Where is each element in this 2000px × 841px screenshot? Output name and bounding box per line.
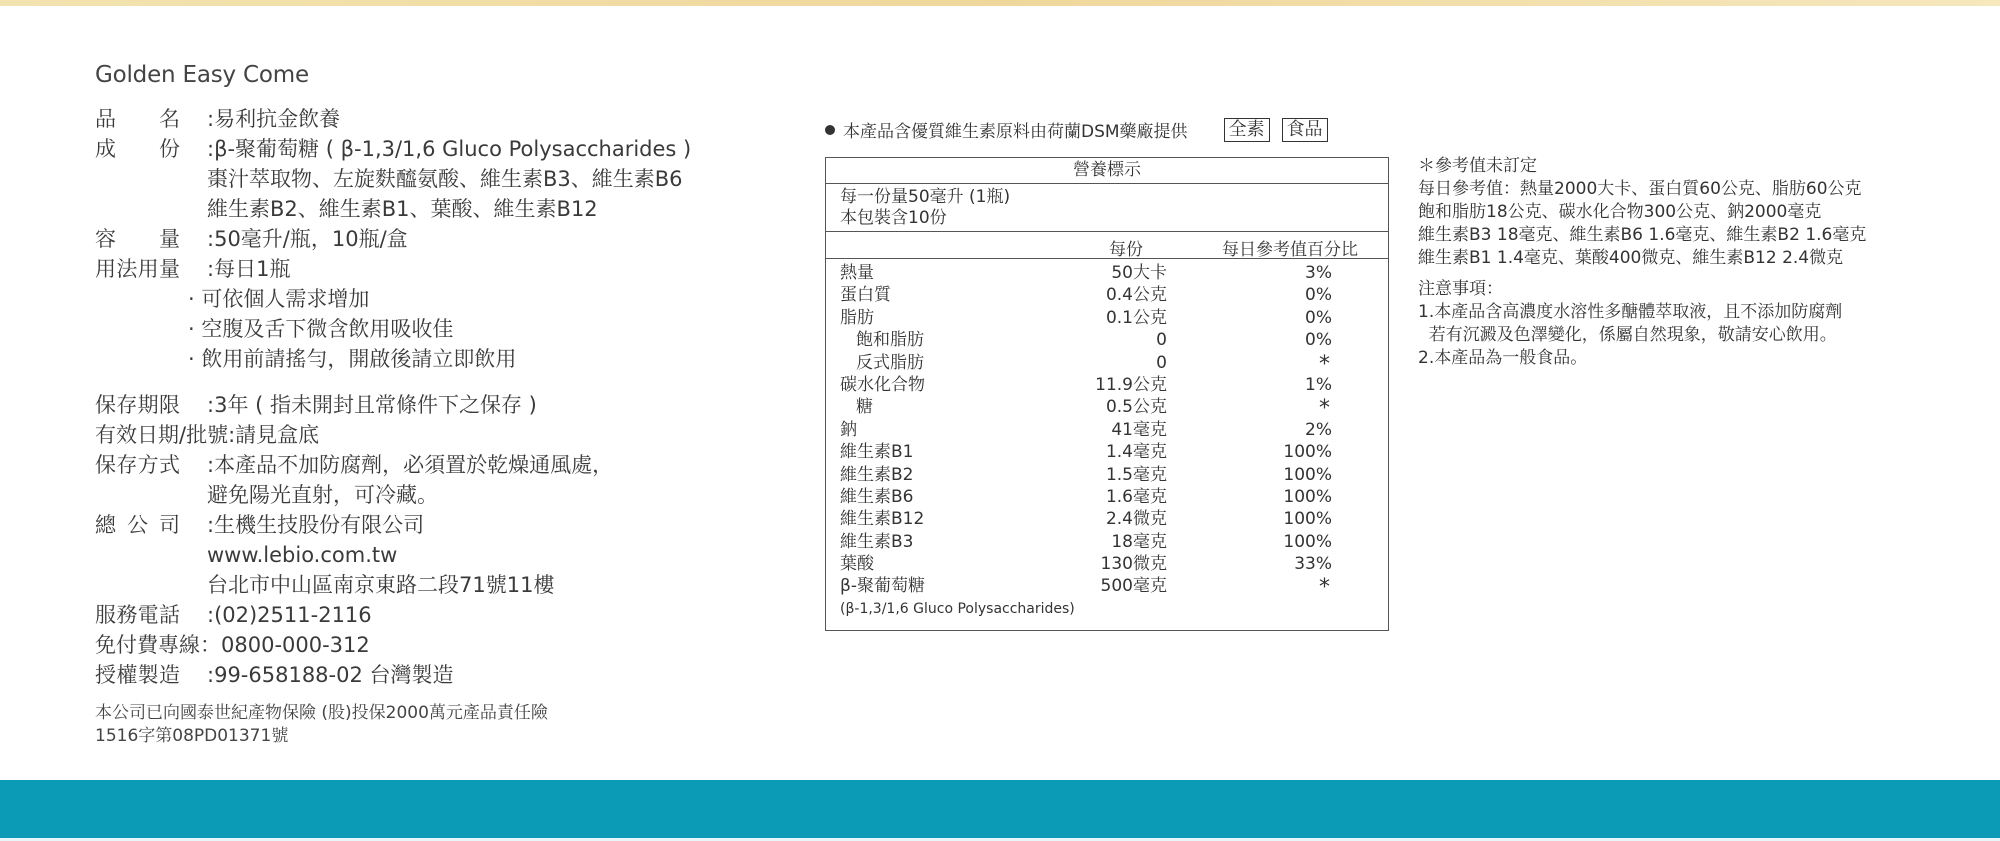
nutrient-amount: 500毫克: [1100, 576, 1167, 597]
insurance-line-1: 本公司已向國泰世紀產物保險 (股)投保2000萬元產品責任險: [95, 703, 548, 723]
label-tollfree: 免付費專線: [95, 633, 200, 657]
value-ingredients-3: 維生素B2、維生素B1、葉酸、維生素B12: [207, 197, 598, 221]
label-phone: 服務電話: [95, 603, 180, 627]
nutrient-amount: 1.6毫克: [1105, 486, 1167, 507]
row-license: 授權製造 : 99-658188-02 台灣製造: [95, 660, 795, 690]
nutrition-row: [826, 419, 1388, 441]
value-product-name: 易利抗金飲養: [214, 107, 341, 131]
row-expiry: 有效日期/批號 : 請見盒底: [95, 420, 795, 450]
nutrient-name: 維生素B6: [840, 486, 914, 507]
nutrition-row: [826, 396, 1388, 422]
value-ingredients-2: 棗汁萃取物、左旋麩醯氨酸、維生素B3、維生素B6: [207, 167, 683, 191]
daily-ref-4: 維生素B1 1.4毫克、葉酸400微克、維生素B12 2.4微克: [1418, 248, 1844, 268]
nutrient-name: 糖: [856, 397, 873, 418]
notice-2: 若有沉澱及色澤變化，係屬自然現象，敬請安心飲用。: [1418, 325, 1837, 345]
bottom-color-band: [0, 780, 2000, 841]
nutrition-row: [826, 441, 1388, 463]
nutrition-row: [826, 351, 1388, 377]
nutrient-daily-percent: 100%: [1283, 464, 1332, 485]
row-usage: 用法用量 : 每日1瓶: [95, 254, 795, 284]
notice-title: 注意事項：: [1418, 279, 1503, 299]
nutrient-daily-percent: 33%: [1294, 554, 1332, 575]
col-daily-percent: 每日參考值百分比: [1222, 240, 1358, 260]
nutrition-row: [826, 329, 1388, 351]
nutrient-daily-percent: *: [1319, 396, 1330, 422]
nutrient-amount: 11.9公克: [1095, 374, 1167, 395]
daily-ref-1: 每日參考值：熱量2000大卡、蛋白質60公克、脂肪60公克: [1418, 179, 1862, 199]
nutrient-name: 維生素B2: [840, 464, 914, 485]
nutrient-amount: 1.4毫克: [1105, 442, 1167, 463]
col-per-serving: 每份: [1109, 240, 1143, 260]
value-storage-1: 本產品不加防腐劑，必須置於乾燥通風處，: [214, 453, 614, 477]
label-product-name: 品名: [95, 107, 180, 131]
nutrient-name: 維生素B3: [840, 531, 914, 552]
nutrition-title: 營養標示: [826, 158, 1388, 184]
value-ingredients-1: β-聚葡萄糖 ( β-1,3/1,6 Gluco Polysaccharides ): [214, 137, 692, 161]
nutrient-amount: 0.4公克: [1105, 285, 1167, 306]
nutrient-daily-percent: 3%: [1305, 263, 1332, 283]
value-license: 99-658188-02 台灣製造: [214, 663, 454, 687]
product-info: [95, 62, 795, 748]
nutrient-amount: 18毫克: [1111, 531, 1167, 552]
top-gold-strip: [0, 0, 2000, 6]
nutrient-amount: 0: [1156, 352, 1167, 373]
star-note: ＊參考值未訂定: [1418, 156, 1537, 176]
label-expiry: 有效日期/批號: [95, 423, 229, 447]
row-storage: 保存方式 : 本產品不加防腐劑，必須置於乾燥通風處，: [95, 450, 795, 480]
row-shelf-life: 保存期限 : 3年 ( 指未開封且常條件下之保存 ): [95, 390, 795, 420]
nutrition-serving: [826, 184, 1388, 232]
nutrient-amount: 2.4微克: [1105, 509, 1167, 530]
company-website: www.lebio.com.tw: [207, 543, 398, 567]
nutrition-footnote: (β-1,3/1,6 Gluco Polysaccharides): [840, 600, 1075, 617]
nutrient-amount: 130微克: [1100, 554, 1167, 575]
nutrition-rows: [826, 259, 1388, 601]
label-license: 授權製造: [95, 663, 180, 687]
nutrient-amount: 0: [1156, 330, 1167, 351]
nutrient-amount: 50大卡: [1111, 263, 1167, 283]
value-tollfree: 0800-000-312: [221, 633, 370, 657]
insurance-line-2: 1516字第08PD01371號: [95, 726, 289, 746]
row-product-name: 品名 : 易利抗金飲養: [95, 104, 795, 134]
value-company-name: 生機生技股份有限公司: [214, 513, 425, 537]
nutrient-name: 熱量: [840, 263, 874, 283]
nutrient-daily-percent: 100%: [1283, 509, 1332, 530]
nutrient-daily-percent: 100%: [1283, 442, 1332, 463]
label-ingredients: 成份: [95, 137, 180, 161]
value-phone: (02)2511-2116: [214, 603, 372, 627]
usage-note-1: · 可依個人需求增加: [188, 287, 370, 311]
value-volume: 50毫升/瓶，10瓶/盒: [214, 227, 408, 251]
label-volume: 容量: [95, 227, 180, 251]
nutrition-header: [826, 232, 1388, 259]
nutrient-name: 飽和脂肪: [856, 330, 924, 351]
nutrient-name: β-聚葡萄糖: [840, 576, 925, 597]
servings-per-package: 本包裝含10份: [840, 208, 947, 228]
value-storage-2: 避免陽光直射，可冷藏。: [207, 483, 438, 507]
nutrition-row: [826, 553, 1388, 575]
daily-ref-3: 維生素B3 18毫克、維生素B6 1.6毫克、維生素B2 1.6毫克: [1418, 225, 1867, 245]
daily-ref-2: 飽和脂肪18公克、碳水化合物300公克、鈉2000毫克: [1418, 202, 1822, 222]
nutrient-name: 蛋白質: [840, 285, 891, 306]
nutrient-daily-percent: 0%: [1305, 307, 1332, 328]
nutrient-name: 葉酸: [840, 554, 874, 575]
nutrient-amount: 0.1公克: [1105, 307, 1167, 328]
nutrition-row: [826, 531, 1388, 553]
brand-name: Golden Easy Come: [95, 62, 309, 88]
nutrient-name: 維生素B1: [840, 442, 914, 463]
bullet-dot-icon: [825, 125, 835, 135]
nutrition-row: [826, 262, 1388, 284]
value-usage: 每日1瓶: [214, 257, 291, 281]
label-company: 總公司: [95, 513, 180, 537]
nutrition-row: [826, 307, 1388, 329]
nutrition-table: [825, 157, 1389, 631]
row-volume: 容量 : 50毫升/瓶，10瓶/盒: [95, 224, 795, 254]
label-storage: 保存方式: [95, 453, 180, 477]
nutrition-row: [826, 508, 1388, 530]
value-expiry: 請見盒底: [235, 423, 320, 447]
nutrient-amount: 41毫克: [1111, 419, 1167, 440]
nutrient-name: 維生素B12: [840, 509, 925, 530]
row-ingredients: 成份 : β-聚葡萄糖 ( β-1,3/1,6 Gluco Polysaccharides ): [95, 134, 795, 164]
nutrient-name: 反式脂肪: [856, 352, 924, 373]
row-phone: 服務電話 : (02)2511-2116: [95, 600, 795, 630]
usage-note-3: · 飲用前請搖勻，開啟後請立即飲用: [188, 347, 517, 371]
nutrient-daily-percent: 100%: [1283, 486, 1332, 507]
badge-vegan: 全素: [1224, 118, 1270, 142]
nutrient-amount: 0.5公克: [1105, 397, 1167, 418]
reference-notes: [1418, 155, 1866, 370]
company-address: 台北市中山區南京東路二段71號11樓: [207, 573, 555, 597]
row-company: 總公司 : 生機生技股份有限公司: [95, 510, 795, 540]
dsm-note-line: [825, 117, 1328, 142]
serving-size: 每一份量50毫升 (1瓶): [840, 187, 1011, 207]
label-usage: 用法用量: [95, 257, 180, 281]
nutrition-row: [826, 374, 1388, 396]
badge-food: 食品: [1282, 118, 1328, 142]
nutrient-daily-percent: 2%: [1305, 419, 1332, 440]
notice-3: 2.本產品為一般食品。: [1418, 348, 1588, 368]
nutrition-row: [826, 464, 1388, 486]
nutrition-row: [826, 284, 1388, 306]
nutrient-name: 鈉: [840, 419, 857, 440]
row-tollfree: 免付費專線 ： 0800-000-312: [95, 630, 795, 660]
nutrition-row: [826, 486, 1388, 508]
nutrient-daily-percent: 1%: [1305, 374, 1332, 395]
nutrient-daily-percent: 0%: [1305, 285, 1332, 306]
insurance-note: [95, 702, 795, 748]
nutrient-daily-percent: *: [1319, 351, 1330, 377]
usage-note-2: · 空腹及舌下微含飲用吸收佳: [188, 317, 454, 341]
label-shelf-life: 保存期限: [95, 393, 180, 417]
nutrient-amount: 1.5毫克: [1105, 464, 1167, 485]
nutrient-daily-percent: 0%: [1305, 330, 1332, 351]
nutrient-daily-percent: *: [1319, 575, 1330, 601]
value-shelf-life: 3年 ( 指未開封且常條件下之保存 ): [214, 393, 537, 417]
nutrient-name: 脂肪: [840, 307, 874, 328]
notice-1: 1.本產品含高濃度水溶性多醣體萃取液，且不添加防腐劑: [1418, 302, 1843, 322]
nutrient-name: 碳水化合物: [840, 374, 925, 395]
dsm-note: 本產品含優質維生素原料由荷蘭DSM藥廠提供: [843, 122, 1188, 142]
nutrient-daily-percent: 100%: [1283, 531, 1332, 552]
nutrition-row: [826, 575, 1388, 601]
